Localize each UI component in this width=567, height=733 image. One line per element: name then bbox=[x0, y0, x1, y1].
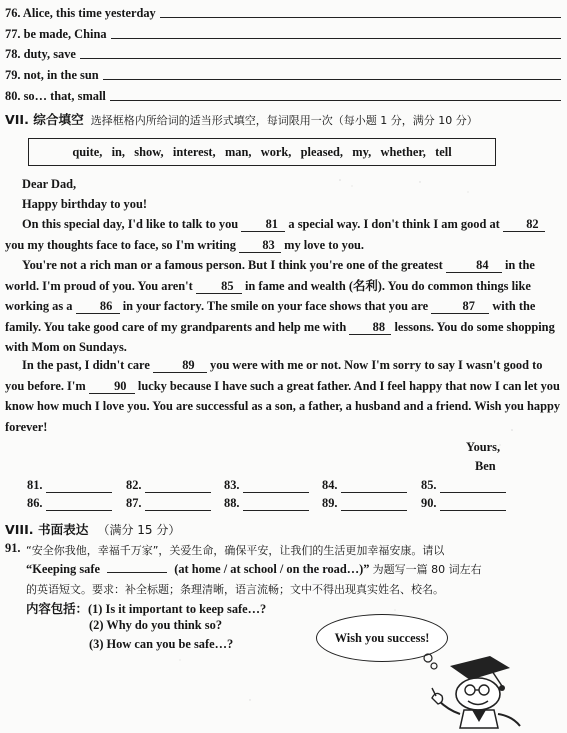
prompt-text: 78. duty, save bbox=[5, 47, 76, 61]
answer-line[interactable] bbox=[110, 99, 561, 101]
text-run: my love to you. bbox=[284, 237, 364, 252]
text-run: you were with me or not. Now I'm sorry to say I wasn't good to you before. I'm bbox=[5, 358, 543, 393]
answer-83 bbox=[224, 478, 309, 493]
answer-82 bbox=[126, 478, 211, 493]
letter-paragraph-3 bbox=[5, 355, 561, 437]
prompt-row-76 bbox=[5, 2, 561, 21]
answer-line[interactable] bbox=[145, 480, 211, 493]
blank-87[interactable]: 87 bbox=[431, 299, 489, 314]
blank-82[interactable]: 82 bbox=[503, 217, 545, 232]
answer-label: 81. bbox=[27, 478, 43, 492]
prompt-row-77 bbox=[5, 23, 561, 42]
text-run: with the family. You take good care of my grandparents and help me with bbox=[5, 299, 536, 334]
prompt-text: 77. be made, China bbox=[5, 27, 107, 41]
answer-label: 86. bbox=[27, 496, 43, 510]
answer-line[interactable] bbox=[103, 78, 561, 80]
answer-88 bbox=[224, 496, 309, 511]
text-run: in fame and wealth (名利). You do common things like working as a bbox=[5, 278, 531, 314]
text-run: 为题写一篇 80 词左右 bbox=[372, 563, 482, 576]
answer-label: 84. bbox=[322, 478, 338, 492]
text-run: “Keeping safe bbox=[26, 562, 100, 576]
blank-89[interactable]: 89 bbox=[153, 358, 207, 373]
prompt-text: 80. so… that, small bbox=[5, 89, 106, 103]
blank-86[interactable]: 86 bbox=[76, 299, 120, 314]
answer-line[interactable] bbox=[111, 37, 561, 39]
answer-label: 89. bbox=[322, 496, 338, 510]
text-run: (at home / at school / on the road…)” bbox=[174, 562, 370, 576]
answer-84 bbox=[322, 478, 407, 493]
section-8-title: VIII. 书面表达 bbox=[5, 522, 89, 537]
text-run: You're not a rich man or a famous person. But I think you're one of the greatest bbox=[22, 258, 443, 272]
text-run: in the world. I'm proud of you. You aren't bbox=[5, 258, 535, 293]
question-91-line-5: (2) Why do you think so? bbox=[89, 618, 223, 632]
question-91-line-2 bbox=[26, 561, 482, 577]
prompt-row-78 bbox=[5, 43, 561, 62]
letter-closing: Yours, bbox=[466, 440, 501, 454]
letter-paragraph-1 bbox=[5, 214, 561, 255]
graduate-cartoon-icon bbox=[398, 652, 538, 730]
answer-row-1 bbox=[27, 478, 547, 496]
letter-greeting: Dear Dad, bbox=[22, 177, 77, 191]
text-run: lessons. You do some shopping with Mom on Sundays. bbox=[5, 319, 555, 355]
section-7-title: VII. 综合填空 bbox=[5, 112, 84, 127]
answer-86 bbox=[27, 496, 112, 511]
blank-81[interactable]: 81 bbox=[241, 217, 285, 232]
answer-line[interactable] bbox=[80, 57, 561, 59]
question-91-line-4: 内容包括：(1) Is it important to keep safe…? bbox=[26, 602, 267, 616]
answer-line[interactable] bbox=[440, 498, 506, 511]
question-91-line-3: 的英语短文。要求：补全标题；条理清晰，语言流畅；文中不得出现真实姓名、校名。 bbox=[26, 583, 444, 596]
question-91-number: 91. bbox=[5, 541, 21, 555]
answer-line[interactable] bbox=[341, 480, 407, 493]
blank-90[interactable]: 90 bbox=[89, 379, 135, 394]
answer-85 bbox=[421, 478, 506, 493]
section-7-header bbox=[5, 109, 478, 128]
answer-line[interactable] bbox=[46, 480, 112, 493]
answer-89 bbox=[322, 496, 407, 511]
question-91-line-6: (3) How can you be safe…? bbox=[89, 637, 234, 651]
word-list: quite, in, show, interest, man, work, pleased, my, whether, tell bbox=[72, 144, 452, 159]
title-blank[interactable] bbox=[107, 572, 167, 573]
text-run: in your factory. The smile on your face shows that you are bbox=[122, 299, 429, 314]
speech-bubble-text: Wish you success! bbox=[334, 630, 430, 645]
prompt-row-79 bbox=[5, 64, 561, 83]
answer-line[interactable] bbox=[243, 480, 309, 493]
answer-line[interactable] bbox=[440, 480, 506, 493]
answer-line[interactable] bbox=[145, 498, 211, 511]
text-run: On this special day, I'd like to talk to you bbox=[22, 217, 239, 231]
answer-87 bbox=[126, 496, 211, 511]
prompt-text: 79. not, in the sun bbox=[5, 68, 99, 82]
prompt-row-80 bbox=[5, 85, 561, 104]
blank-84[interactable]: 84 bbox=[446, 258, 502, 273]
letter-paragraph-2 bbox=[5, 255, 561, 358]
word-box bbox=[28, 138, 496, 166]
answer-line[interactable] bbox=[243, 498, 309, 511]
prompt-text: 76. Alice, this time yesterday bbox=[5, 6, 156, 20]
blank-85[interactable]: 85 bbox=[196, 279, 242, 294]
answer-label: 87. bbox=[126, 496, 142, 510]
letter-wish: Happy birthday to you! bbox=[22, 197, 147, 211]
text-run: In the past, I didn't care bbox=[22, 358, 150, 372]
text-run: a special way. I don't think I am good at bbox=[288, 217, 500, 231]
answer-line[interactable] bbox=[46, 498, 112, 511]
answer-label: 83. bbox=[224, 478, 240, 492]
answer-81 bbox=[27, 478, 112, 493]
answer-label: 88. bbox=[224, 496, 240, 510]
answer-line[interactable] bbox=[341, 498, 407, 511]
text-run: lucky because I have such a great father. And I feel happy that now I can let you know how much I love you. You are successful as a son, a father, a husband and a friend. Wish you happy forever! bbox=[5, 378, 561, 434]
section-8-score: （满分 15 分） bbox=[97, 523, 181, 537]
answer-line[interactable] bbox=[160, 16, 561, 18]
answer-label: 90. bbox=[421, 496, 437, 510]
blank-83[interactable]: 83 bbox=[239, 238, 281, 253]
section-7-instruction: 选择框格内所给词的适当形式填空，每词限用一次（每小题 1 分，满分 10 分） bbox=[90, 114, 478, 127]
section-8-header bbox=[5, 519, 180, 538]
answer-label: 85. bbox=[421, 478, 437, 492]
text-run: you my thoughts face to face, so I'm writing bbox=[5, 237, 236, 252]
blank-88[interactable]: 88 bbox=[349, 320, 391, 335]
letter-signature: Ben bbox=[475, 459, 496, 473]
question-91-line-1: “安全你我他，幸福千万家”，关爱生命，确保平安，让我们的生活更加幸福安康。请以 bbox=[26, 544, 445, 557]
answer-label: 82. bbox=[126, 478, 142, 492]
answer-row-2 bbox=[27, 496, 547, 514]
answer-90 bbox=[421, 496, 506, 511]
